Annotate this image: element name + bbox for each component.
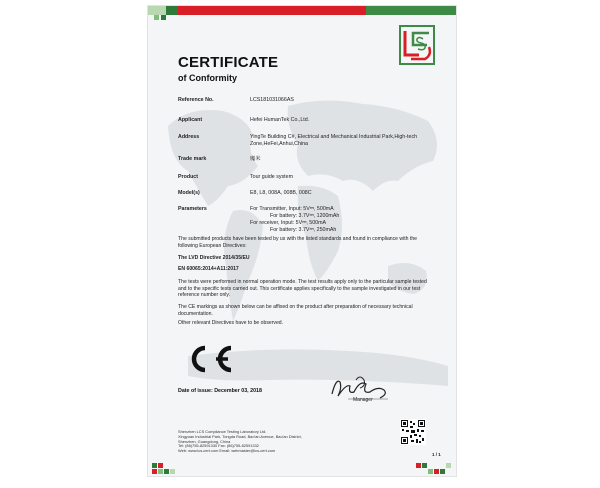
standard: EN 60065:2014+A11:2017: [178, 266, 239, 272]
parameter-line: For battery: 3.7V⎓, 1200mAh: [270, 213, 340, 219]
field-label: Applicant: [178, 117, 203, 123]
qr-code: [400, 419, 426, 445]
field-label: Address: [178, 134, 200, 140]
bottom-decoration: [148, 461, 456, 476]
parameter-line: For receiver, Input: 5V⎓, 500mA: [250, 220, 327, 226]
field-value: 魔米: [250, 156, 261, 162]
directive: The LVD Directive 2014/35/EU: [178, 255, 250, 261]
page-number: 1 / 1: [432, 452, 441, 457]
signature-label: Manager: [353, 397, 373, 403]
certificate-sheet: [148, 6, 456, 476]
certificate-subtitle: of Conformity: [178, 73, 237, 83]
footer-line: Shenzhen LCS Compliance Testing Laboratory Ltd.: [178, 429, 267, 434]
footer-line: Xingyuan Industrial Park, Tongda Road, Bao'an Avenue, Bao'an District,: [178, 433, 302, 439]
footer-line: Web: www.lcs-cert.com Email: webmaster@lcs-cert.com: [178, 448, 276, 454]
date-of-issue: Date of issue: December 03, 2018: [178, 388, 262, 394]
certificate-title: CERTIFICATE: [178, 54, 279, 71]
lab-footer: [178, 430, 378, 454]
footer-line: Shenzhen, Guangdong, China: [178, 438, 231, 444]
field-label: Model(s): [178, 190, 200, 196]
field-label: Trade mark: [178, 156, 207, 162]
band-square: [154, 15, 159, 20]
compliance-statement: The submitted products have been tested by us with the listed standards and found in compliance with the following European Directives:: [178, 236, 417, 249]
field-value: Hefei HumanTek Co.,Ltd.: [250, 117, 310, 123]
top-band-light: [148, 6, 166, 15]
ce-marking-note: The CE markings as shown below can be affixed on the product after preparation of necessary technical documentation.: [178, 304, 413, 317]
field-value: For Transmitter, Input: 5V⎓, 500mA: [250, 206, 334, 212]
top-band-green: [366, 6, 456, 15]
field-value: LCS181031066AS: [250, 97, 294, 103]
ce-mark-icon: [183, 344, 235, 374]
footer-line: Tel: (86)755-82591330 Fax: (86)755-82591332: [178, 443, 259, 449]
field-label: Reference No.: [178, 97, 214, 103]
field-label: Parameters: [178, 206, 207, 212]
other-directives-note: Other relevant Directives have to be observed.: [178, 320, 284, 326]
field-label: Product: [178, 174, 199, 180]
field-value: Tour guide system: [250, 174, 293, 180]
lcs-logo: [399, 25, 435, 65]
top-band-red: [178, 6, 366, 15]
parameter-line: For battery: 3.7V⎓, 250mAh: [270, 227, 337, 233]
field-value: E8, L8, 008A, 008B, 008C: [250, 190, 312, 196]
tests-note: The tests were performed in normal operation mode. The test results apply only to the particular sample tested and to the specific tests carried out. This certificate applies specifically to the sample investigated in our test reference number only.: [178, 279, 427, 299]
top-band-dark: [166, 6, 178, 15]
field-value: YingTe Building C#, Electrical and Mechanical Industrial Park,High-tech Zone,HeFei,Anhui,China: [250, 134, 418, 147]
band-square: [161, 15, 166, 20]
